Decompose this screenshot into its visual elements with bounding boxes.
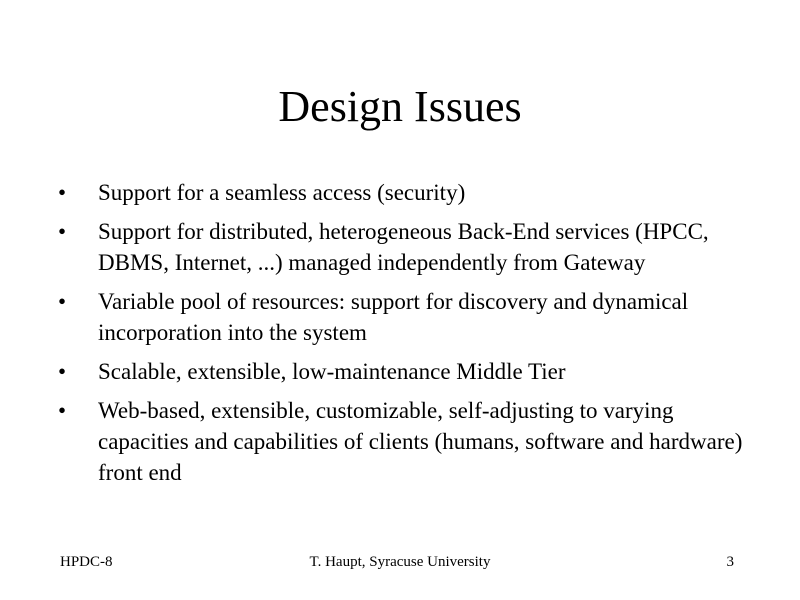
bullet-item: [58, 177, 758, 208]
bullet-text: Web-based, extensible, customizable, self-adjusting to varying capacities and capabilities of clients (humans, software and hardware) front end: [98, 398, 743, 485]
bullet-item: [58, 216, 758, 278]
footer-author: T. Haupt, Syracuse University: [309, 554, 491, 570]
bullet-marker: •: [58, 219, 67, 244]
page-number: 3: [726, 554, 734, 570]
bullet-text: Support for a seamless access (security): [98, 180, 466, 205]
footer-event: HPDC-8: [60, 554, 113, 570]
bullet-marker: •: [58, 359, 67, 384]
bullet-list: [58, 177, 758, 488]
bullet-marker: •: [58, 398, 67, 423]
bullet-item: [58, 395, 758, 488]
bullet-text: Scalable, extensible, low-maintenance Middle Tier: [98, 359, 566, 384]
bullet-marker: •: [58, 180, 67, 205]
bullet-item: [58, 286, 758, 348]
bullet-text: Variable pool of resources: support for discovery and dynamical incorporation into the system: [98, 289, 689, 345]
bullet-text: Support for distributed, heterogeneous Back-End services (HPCC, DBMS, Internet, ...) managed independently from Gateway: [98, 219, 709, 275]
bullet-item: [58, 356, 758, 387]
bullet-marker: •: [58, 289, 67, 314]
slide-title: Design Issues: [278, 82, 522, 131]
